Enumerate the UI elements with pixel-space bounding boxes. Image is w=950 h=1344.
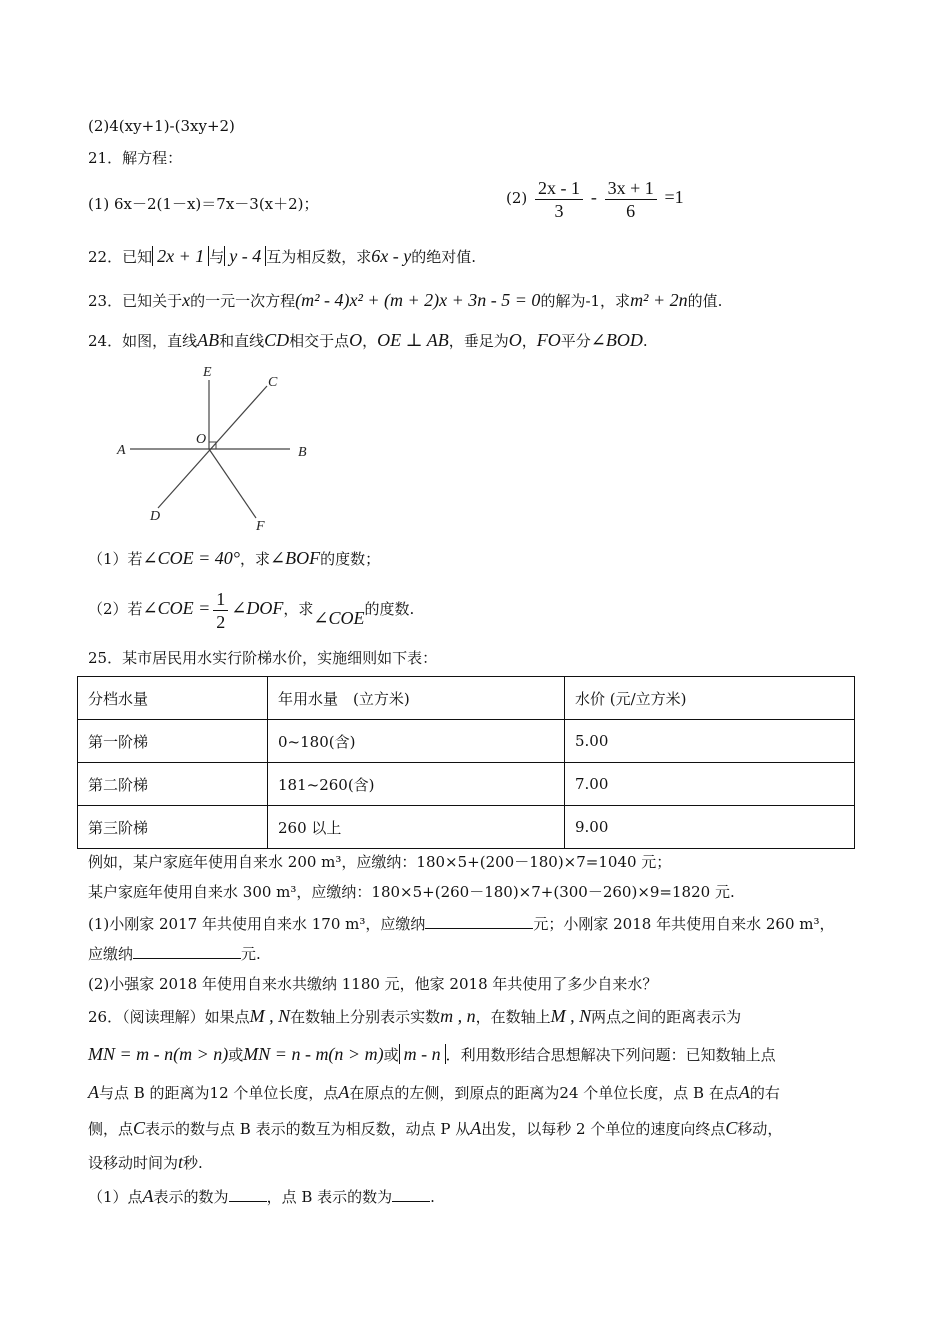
table-header-cell: 年用水量 (立方米) bbox=[268, 677, 565, 720]
q24-t4: ，垂足为 bbox=[448, 332, 509, 350]
q24-t5: ， bbox=[521, 332, 537, 350]
q26-line3-b: 在原点的左侧，到原点的距离为24 个单位长度，点 B 在点 bbox=[349, 1084, 739, 1102]
q23-expr: m² + 2n bbox=[630, 290, 688, 310]
q22-abs1: 2x + 1 bbox=[152, 246, 209, 266]
q26-line3-a: 与点 B 的距离为12 个单位长度，点 bbox=[99, 1084, 339, 1102]
label-e: E bbox=[203, 365, 212, 380]
q24-part1-suffix: 的度数； bbox=[320, 550, 381, 568]
q26-mn-lower: m , n bbox=[440, 1006, 476, 1026]
q22-suffix: 的绝对值. bbox=[411, 248, 477, 266]
q25-part1-line2 bbox=[88, 944, 261, 964]
q26-line1-c: ，在数轴上 bbox=[475, 1008, 551, 1026]
q21-part2 bbox=[506, 174, 684, 222]
q21-title: 21．解方程： bbox=[88, 149, 183, 167]
q24-prefix: 24．如图，直线 bbox=[88, 332, 198, 350]
table-cell: 7.00 bbox=[565, 763, 855, 806]
q26-line1 bbox=[88, 1006, 741, 1027]
q25-part2: (2)小强家 2018 年使用自来水共缴纳 1180 元，他家 2018 年共使用了多少自来水？ bbox=[88, 975, 658, 993]
q26-formula3: m - n bbox=[399, 1044, 446, 1064]
label-f: F bbox=[256, 519, 265, 534]
table-cell: 260 以上 bbox=[268, 806, 565, 849]
q21-frac2-num: 3x + 1 bbox=[605, 177, 657, 200]
q24-t2: 相交于点 bbox=[289, 332, 350, 350]
q26-a-var: A bbox=[338, 1082, 350, 1102]
q26-line6-a: （1）点 bbox=[88, 1188, 143, 1206]
q24-part1-mid: ，求 bbox=[239, 550, 270, 568]
q21-part1: (1) 6x－2(1－x)＝7x－3(x＋2)； bbox=[88, 195, 319, 213]
q26-a-var: A bbox=[142, 1186, 154, 1206]
q26-line2 bbox=[88, 1044, 776, 1065]
q25-part1-d: 元. bbox=[241, 945, 261, 963]
q25-example2: 某户家庭年使用自来水 300 m³，应缴纳：180×5+(260－180)×7+(300－260)×9=1820 元. bbox=[88, 883, 735, 901]
answer-blank[interactable] bbox=[229, 1187, 267, 1202]
right-angle-mark bbox=[209, 442, 216, 449]
q26-or1: 或 bbox=[228, 1046, 244, 1064]
q24-o: O bbox=[349, 330, 363, 350]
q21-frac1-num: 2x - 1 bbox=[535, 177, 583, 200]
q26-mn2: M , N bbox=[550, 1006, 592, 1026]
q26-formula1: MN = m - n(m > n) bbox=[88, 1044, 229, 1064]
table-header-cell: 分档水量 bbox=[78, 677, 268, 720]
q23-var: x bbox=[182, 290, 191, 310]
q20-part2: (2)4(xy+1)-(3xy+2) bbox=[88, 117, 235, 135]
answer-blank[interactable] bbox=[133, 944, 241, 959]
table-cell: 第二阶梯 bbox=[78, 763, 268, 806]
q26-line4-c: 出发，以每秒 2 个单位的速度向终点 bbox=[481, 1120, 726, 1138]
q23-text2: 的解为-1，求 bbox=[540, 292, 631, 310]
q25-part1-b: 元；小刚家 2018 年共使用自来水 260 m³， bbox=[533, 915, 835, 933]
q26-line4 bbox=[88, 1118, 782, 1139]
q24-part1-prefix: （1）若 bbox=[88, 550, 143, 568]
q25-part1-line1 bbox=[88, 914, 835, 934]
q24-t3: ， bbox=[362, 332, 378, 350]
table-header-row bbox=[78, 677, 855, 720]
q24-o2: O bbox=[508, 330, 522, 350]
q24-part2-rhs: ∠DOF bbox=[231, 598, 284, 618]
water-price-table bbox=[77, 676, 855, 849]
table-cell: 9.00 bbox=[565, 806, 855, 849]
q26-line3-c: 的右 bbox=[749, 1084, 780, 1102]
q22-text2: 互为相反数，求 bbox=[266, 248, 372, 266]
q24-t6: 平分 bbox=[560, 332, 591, 350]
table-row bbox=[78, 763, 855, 806]
q23-suffix: 的值. bbox=[687, 292, 723, 310]
q23-prefix: 23．已知关于 bbox=[88, 292, 183, 310]
q21-frac1-den: 3 bbox=[554, 200, 564, 221]
q26-line1-b: 在数轴上分别表示实数 bbox=[290, 1008, 441, 1026]
q24-figure bbox=[110, 360, 320, 540]
q26-line4-d: 移动， bbox=[737, 1120, 783, 1138]
q24-part2-fraction bbox=[213, 588, 228, 633]
q22-abs2: y - 4 bbox=[224, 246, 266, 266]
q24-part2-prefix: （2）若 bbox=[88, 600, 143, 618]
q24-ab: AB bbox=[197, 330, 220, 350]
q26-formula2: MN = n - m(n > m) bbox=[243, 1044, 384, 1064]
q26-line3 bbox=[88, 1082, 780, 1103]
q24-t7: . bbox=[642, 332, 648, 350]
q24-part1 bbox=[88, 548, 380, 569]
q24-part2-suffix: 的度数. bbox=[364, 600, 415, 618]
q26-line1-d: 两点之间的距离表示为 bbox=[591, 1008, 742, 1026]
answer-blank[interactable] bbox=[425, 914, 533, 929]
q26-mn: M , N bbox=[249, 1006, 291, 1026]
q22-expr: 6x - y bbox=[371, 246, 412, 266]
table-row bbox=[78, 720, 855, 763]
q26-line6-b: 表示的数为 bbox=[153, 1188, 229, 1206]
label-o: O bbox=[196, 432, 207, 447]
q21-fraction-2 bbox=[605, 177, 657, 222]
label-b: B bbox=[298, 445, 307, 460]
q24-part1-cond: ∠COE = 40° bbox=[142, 548, 240, 568]
q24-part2-target: ∠COE bbox=[313, 608, 365, 628]
table-header-cell: 水价 (元/立方米) bbox=[565, 677, 855, 720]
q24-part2-den: 2 bbox=[216, 611, 226, 632]
q26-line2-tail: ．利用数形结合思想解决下列问题：已知数轴上点 bbox=[445, 1046, 776, 1064]
q26-or2: 或 bbox=[383, 1046, 399, 1064]
q26-t-var: t bbox=[178, 1152, 184, 1172]
q26-a-var: A bbox=[470, 1118, 482, 1138]
q26-a-var: A bbox=[738, 1082, 750, 1102]
q26-line5-a: 设移动时间为 bbox=[88, 1154, 179, 1172]
q21-minus: - bbox=[590, 187, 597, 207]
table-cell: 第一阶梯 bbox=[78, 720, 268, 763]
q26-c-var: C bbox=[725, 1118, 738, 1138]
q26-line6 bbox=[88, 1186, 435, 1207]
q26-line5-b: 秒. bbox=[183, 1154, 203, 1172]
label-a: A bbox=[117, 443, 126, 458]
q23-equation: (m² - 4)x² + (m + 2)x + 3n - 5 = 0 bbox=[295, 290, 541, 310]
table-cell: 181~260(含) bbox=[268, 763, 565, 806]
q24-part2-lhs: ∠COE = bbox=[142, 598, 211, 618]
label-d: D bbox=[150, 509, 161, 524]
q24-part2-mid: ，求 bbox=[283, 600, 314, 618]
answer-blank[interactable] bbox=[392, 1187, 430, 1202]
q26-line6-d: . bbox=[430, 1188, 435, 1206]
ray-of bbox=[209, 449, 256, 518]
q25-example1: 例如，某户家庭年使用自来水 200 m³，应缴纳：180×5+(200－180)×7=1040 元； bbox=[88, 853, 672, 871]
q21-part2-label: (2) bbox=[506, 189, 528, 207]
line-cd bbox=[158, 386, 267, 508]
q26-a-var: A bbox=[88, 1082, 99, 1102]
q24-part1-target: ∠BOF bbox=[270, 548, 321, 568]
q25-title: 25．某市居民用水实行阶梯水价，实施细则如下表： bbox=[88, 649, 438, 667]
q22 bbox=[88, 246, 476, 267]
q24-part2-num: 1 bbox=[213, 588, 228, 611]
q24-cd: CD bbox=[264, 330, 290, 350]
q22-mid: 与 bbox=[209, 248, 225, 266]
q24-part2 bbox=[88, 586, 414, 633]
q26-line6-c: ，点 B 表示的数为 bbox=[266, 1188, 393, 1206]
q21-frac2-den: 6 bbox=[626, 200, 636, 221]
table-row bbox=[78, 806, 855, 849]
q26-line4-a: 侧，点 bbox=[88, 1120, 134, 1138]
q23 bbox=[88, 290, 722, 311]
q24-t1: 和直线 bbox=[219, 332, 265, 350]
q21-fraction-1 bbox=[535, 177, 583, 222]
q24-perp: OE ⊥ AB bbox=[377, 330, 449, 350]
q25-part1-c: 应缴纳 bbox=[88, 945, 134, 963]
table-cell: 0~180(含) bbox=[268, 720, 565, 763]
q24-angle: ∠BOD bbox=[590, 330, 643, 350]
q26-c-var: C bbox=[133, 1118, 146, 1138]
q25-part1-a: (1)小刚家 2017 年共使用自来水 170 m³，应缴纳 bbox=[88, 915, 426, 933]
q26-line1-a: 26．（阅读理解）如果点 bbox=[88, 1008, 250, 1026]
q24-stem bbox=[88, 330, 648, 351]
label-c: C bbox=[268, 375, 278, 390]
q26-line4-b: 表示的数与点 B 表示的数互为相反数，动点 P 从 bbox=[145, 1120, 471, 1138]
q26-line5 bbox=[88, 1152, 203, 1173]
q21-equals: =1 bbox=[664, 187, 684, 207]
q23-text1: 的一元一次方程 bbox=[190, 292, 296, 310]
table-cell: 5.00 bbox=[565, 720, 855, 763]
q24-fo: FO bbox=[536, 330, 561, 350]
q22-prefix: 22．已知 bbox=[88, 248, 153, 266]
table-cell: 第三阶梯 bbox=[78, 806, 268, 849]
